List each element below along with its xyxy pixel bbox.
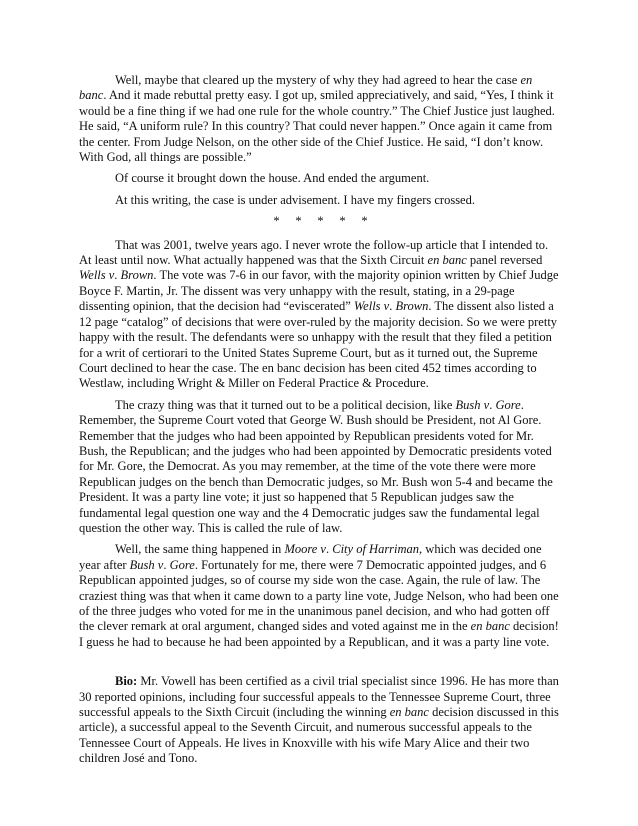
italic-case-name: Bush v [129,557,164,572]
text: . And it made rebuttal pretty easy. I got up, smiled appreciatively, and said, “Yes, I think it would be a fine thing if we had one rule for the whole country.” The Chief Justice just laughed. He said, “A uniform rule? In this country? That could never happen.” Once again it came from the center. From Judge Nelson, on the other side of the Chief Justice. He said, “I don’t know. With God, all things are possible.” [79,88,555,165]
paragraph-advisement: At this writing, the case is under advisement. I have my fingers crossed. [115,192,475,207]
italic-case-term: en banc [470,619,510,634]
italic-case-name: Gore [169,557,195,572]
separator-star: * [361,214,368,229]
separator-star: * [273,214,280,229]
text: , which was decided one year after [79,542,542,572]
separator-star: * [339,214,346,229]
text: . [389,299,396,314]
spacer [79,656,562,674]
paragraph-house: Of course it brought down the house. And ended the argument. [115,171,430,186]
italic-case-term: en banc [427,253,467,268]
paragraph-rebuttal [79,73,562,165]
italic-case-name: Brown [120,268,154,283]
text: . [163,557,170,572]
text: panel reversed [466,253,543,268]
text: The crazy thing was that it turned out to be a political decision, like [115,397,456,412]
separator-star: * [317,214,324,229]
italic-case-name: Bush v [455,397,490,412]
section-separator [79,214,562,229]
italic-case-name: Gore [495,397,521,412]
italic-case-term: en banc [79,73,533,103]
bio-label: Bio: [115,674,138,689]
paragraph-political [79,398,562,537]
separator-star: * [295,214,302,229]
italic-case-term: en banc [389,705,429,720]
text: Mr. Vowell has been certified as a civil trial specialist since 1996. He has more than 30 reported opinions, including four successful appeals to the Tennessee Supreme Court, three successful appeals to the Sixth Circuit (including the winning [79,674,559,720]
italic-case-name: Wells v [353,299,390,314]
text: . The dissent also listed a 12 page “catalog” of decisions that were over-ruled by the majority decision. So we were pretty happy with the result. The defendants were so unhappy with the result that they filed a petition for a writ of certiorari to the United States Supreme Court, but as it turned out, the Supreme Court declined to hear the case. The en banc decision has been cited 452 times according to Westlaw, including Wright & Miller on Federal Practice & Procedure. [79,299,558,391]
text: Well, the same thing happened in [115,542,285,557]
text: Well, maybe that cleared up the mystery of why they had agreed to hear the case [115,73,521,87]
italic-case-name: Wells v [79,268,115,283]
paragraph-moore [79,542,562,650]
text: . Fortunately for me, there were 7 Democratic appointed judges, and 6 Republican appointed judges, so of course my side won the case. Again, the rule of law. The craziest thing was that when it came down to a party line vote, Judge Nelson, who had been one of the three judges who voted for me in the unanimous panel decision, and who had gotten off the clever remark at oral argument, changed sides and voted against me in the [79,557,559,634]
paragraph-bio [79,674,562,766]
text: That was 2001, twelve years ago. I never wrote the follow-up article that I intended to. At least until now. What actually happened was that the Sixth Circuit [79,237,549,268]
text: . [489,397,496,412]
text: . The vote was 7-6 in our favor, with the majority opinion written by Chief Judge Boyce F. Martin, Jr. The dissent was very unhappy with the result, stating, in a 29-page dissenting opinion, that the decision had “eviscerated” [79,268,559,314]
italic-case-name: Moore v [284,542,326,557]
italic-case-name: Brown [395,299,429,314]
document-page [79,73,562,773]
text: . [114,268,121,283]
text: . Remember, the Supreme Court voted that George W. Bush should be President, not Al Gore. Remember that the judges who had been appointed by Republican presidents voted for Mr. Bush, the Republican; and the judges who had been appointed by Democratic presidents voted for Mr. Gore, the Democrat. As you may remember, at the time of the vote there were more Republican judges on the bench than Democratic judges, so Mr. Bush won 5-4 and became the President. It was a party line vote; it just so happened that 5 Republican judges saw the fundamental legal question one way and the 4 Democratic judges saw the fundamental legal question the other way. This is called the rule of law. [79,397,553,535]
italic-case-name: City of Harriman [332,542,420,557]
paragraph-outcome [79,238,562,392]
text: decision discussed in this article), a successful appeal to the Seventh Circuit, and numerous successful appeals to the Tennessee Court of Appeals. He lives in Knoxville with his wife Mary Alice and their two children José and Tono. [79,705,559,766]
text: decision! I guess he had to because he had been appointed by a Republican, and it was a party line vote. [79,619,559,649]
text: . [325,542,333,557]
